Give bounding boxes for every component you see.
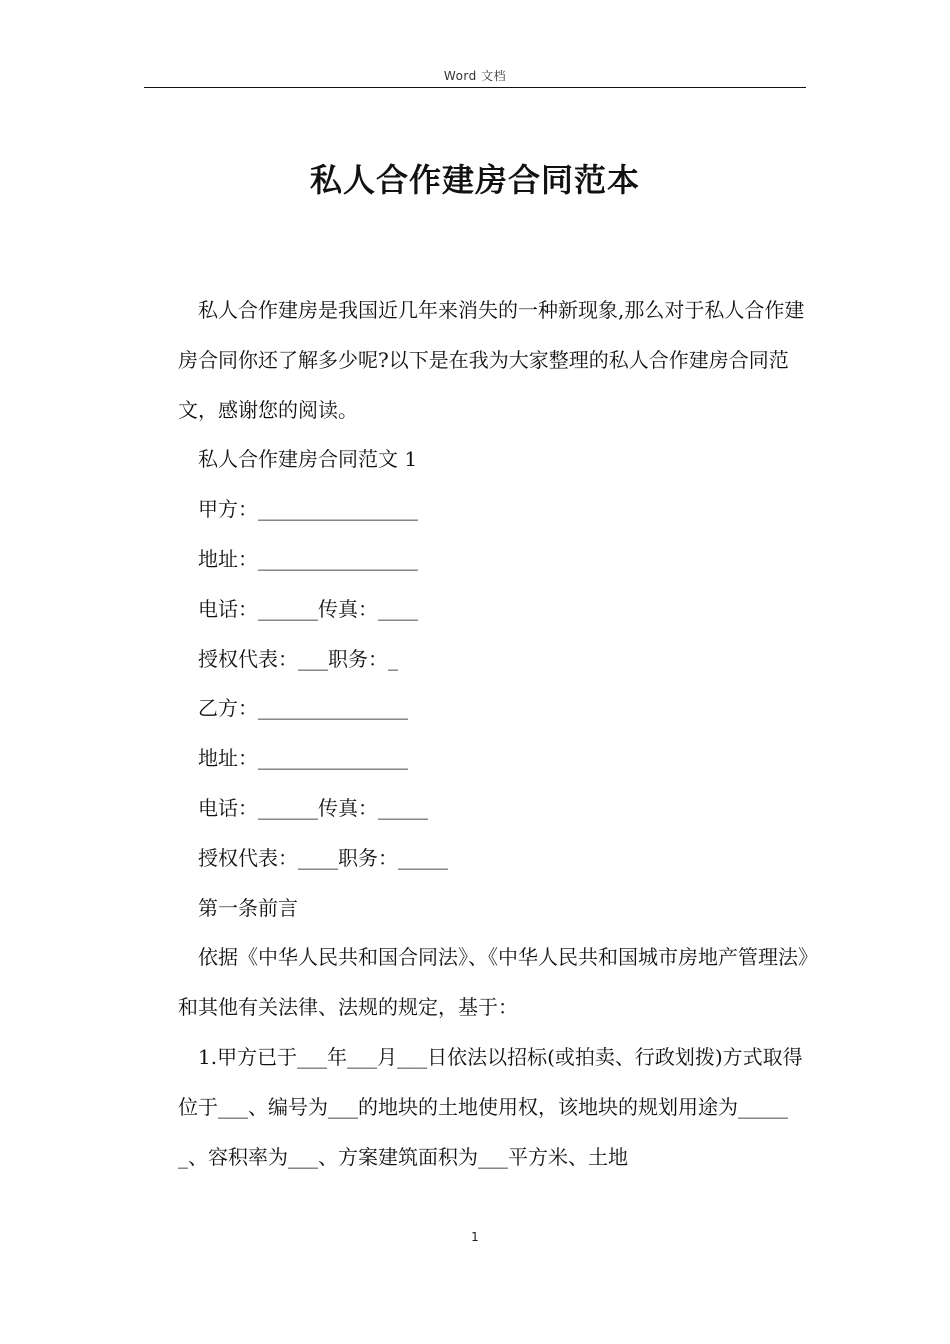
paragraph-party-a-representative: 授权代表：___职务：_ xyxy=(198,646,398,671)
paragraph-party-b-representative: 授权代表：____职务：_____ xyxy=(198,845,448,870)
header-divider xyxy=(144,87,806,88)
paragraph-contract-heading: 私人合作建房合同范文 1 xyxy=(198,447,418,472)
page-number: 1 xyxy=(471,1230,479,1244)
paragraph-article-one-heading: 第一条前言 xyxy=(198,895,298,920)
document-body xyxy=(178,286,808,1182)
document-title: 私人合作建房合同范本 xyxy=(309,161,640,199)
paragraph-intro: 私人合作建房是我国近几年来消失的一种新现象,那么对于私人合作建房合同你还了解多少呢?以下是在我为大家整理的私人合作建房合同范文，感谢您的阅读。 xyxy=(178,298,805,422)
paragraph-party-a: 甲方：________________ xyxy=(198,497,418,522)
paragraph-party-b: 乙方：_______________ xyxy=(198,696,408,721)
paragraph-party-b-phone-fax: 电话：______传真：_____ xyxy=(198,795,428,820)
running-header: Word 文档 xyxy=(443,69,507,83)
paragraph-party-a-address: 地址：________________ xyxy=(198,546,418,571)
paragraph-clause-1: 1.甲方已于___年___月___日依法以招标(或拍卖、行政划拨)方式取得位于___、编号为___的地块的土地使用权，该地块的规划用途为______、容积率为___、方案建筑面积为___平方米、土地 xyxy=(178,1044,803,1169)
paragraph-party-a-phone-fax: 电话：______传真：____ xyxy=(198,596,418,621)
paragraph-legal-basis: 依据《中华人民共和国合同法》、《中华人民共和国城市房地产管理法》和其他有关法律、法规的规定，基于： xyxy=(178,945,808,1020)
paragraph-party-b-address: 地址：_______________ xyxy=(198,746,408,771)
